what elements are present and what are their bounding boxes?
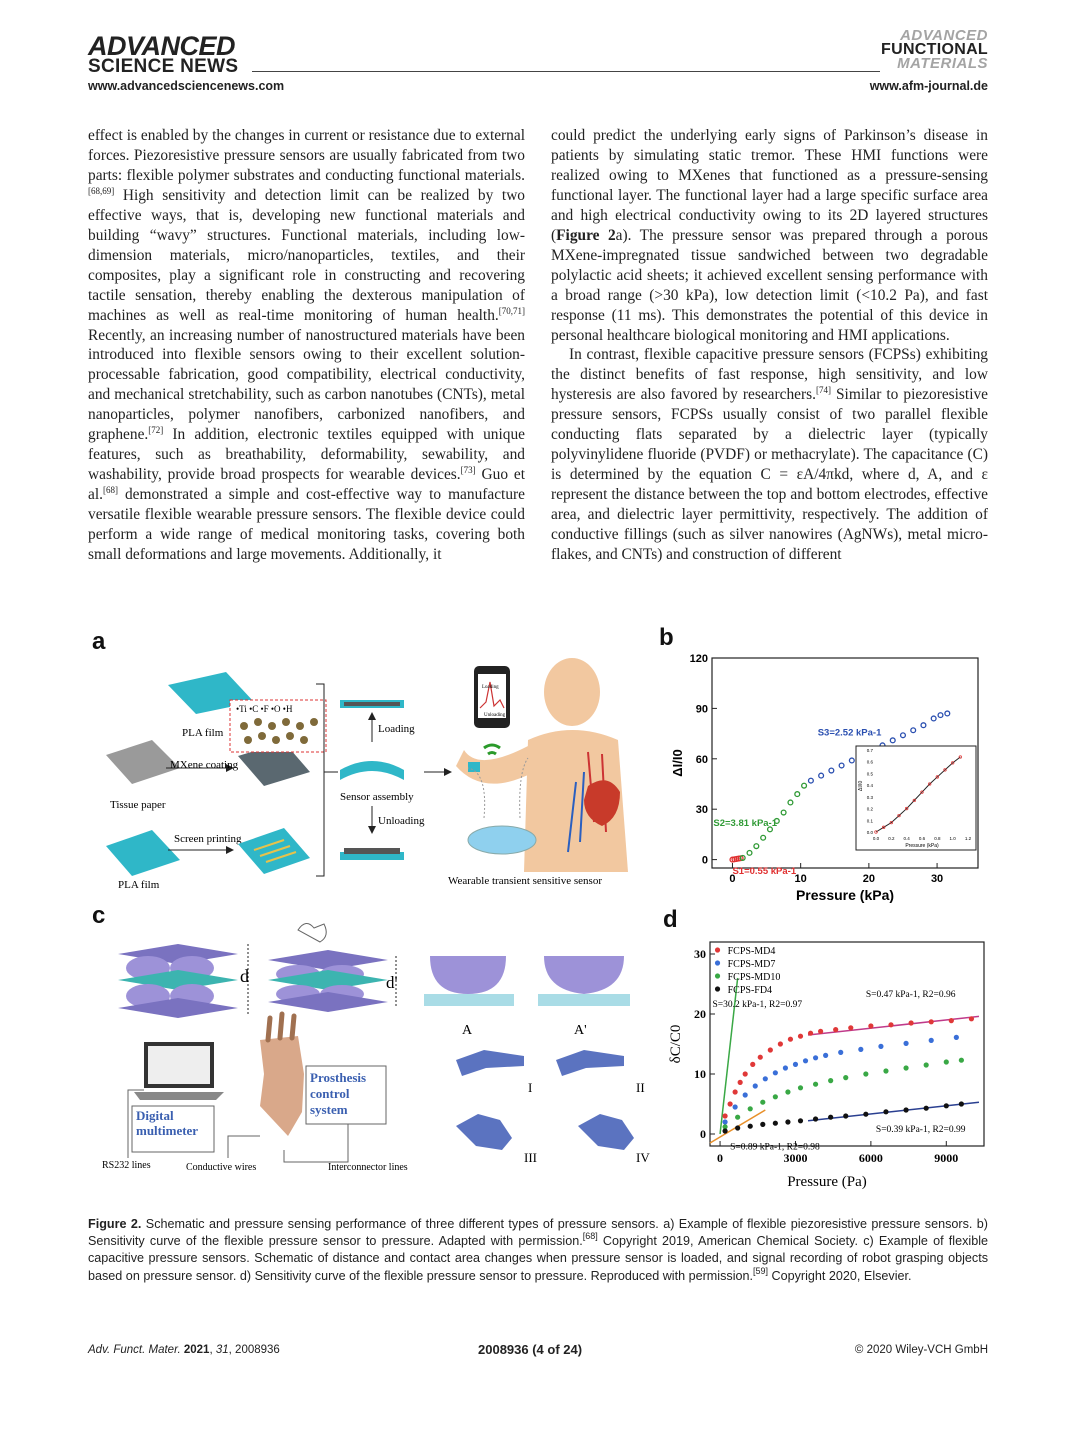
data-point [788,1037,793,1042]
data-point [848,1025,853,1030]
left-paragraph: effect is enabled by the changes in current or resistance due to external forces. Piezoresistive pressure sensors are usually fabricated from two parts: flexible polymer substrates and conducting functional materials.[68,69] High sensitivity and detection limit can be realized by two effective ways, that is, developing new functional materials and building “wavy” structures. Functional materials, including low-dimension materials, micro/nanoparticles, textiles, and their composites, play a significant role in constructing and recovering tactile sensation, thereby enabling the dexterous manipulation of machines as well as real-time monitoring of human health.[70,71] Recently, an increasing number of nanostructured materials have been introduced into flexible sensors owing to their excellent solution-processable fabrication, good compatibility, electrical conductivity, and mechanical stretchability, such as carbon nanotubes (CNTs), metal nanoparticles, polymer nanofibers, carbonized nanofibers, and graphene.[72] In addition, electronic textiles equipped with unique features, such as breathability, deformability, sewability, and washability, provide broad prospects for wearable devices.[73] Guo et al.[68] demonstrated a simple and cost-effective way to manufacture versatile flexible wearable pressure sensors. The flexible device could perform a wide range of medical monitoring tasks, covering both small deformations and large movements. Additionally, it [88,127,525,564]
data-point [813,1055,818,1060]
y-tick-label: 20 [694,1007,706,1021]
x-tick-label: 6000 [858,1151,883,1165]
robot-grasp-sequence [456,1050,634,1150]
screen-printing-label: Screen printing [174,833,242,845]
journal-logo-line-1: ADVANCED [900,27,988,44]
panel-c-schematic [88,910,668,1176]
legend-marker [715,986,720,991]
loading-label: Loading [378,723,415,735]
data-point [903,1041,908,1046]
data-point [954,1035,959,1040]
data-point [921,723,926,728]
data-point [743,1071,748,1076]
data-point [728,1101,733,1106]
data-point [931,716,936,721]
caption-label: Figure 2. [88,1217,142,1231]
tissue-paper [106,740,180,784]
data-point [878,1044,883,1049]
figure-reference[interactable]: Figure 2 [556,226,616,244]
y-tick-label: 0 [700,1127,706,1141]
footer-page-number: 2008936 (4 of 24) [478,1342,583,1357]
data-point [733,1089,738,1094]
data-point [760,1100,765,1105]
data-point [773,1070,778,1075]
data-point [929,1038,934,1043]
data-point [944,1059,949,1064]
data-point [750,1062,755,1067]
wrist-sensor [468,762,480,772]
area-a-prime-label: A' [574,1023,587,1038]
data-point [969,1016,974,1021]
data-point [773,1094,778,1099]
inset-x-tick: 0.8 [934,836,941,841]
sensor-assembly [340,761,404,780]
data-point [938,713,943,718]
publisher-url[interactable]: www.advancedsciencenews.com [88,79,285,93]
inset-y-tick: 0.7 [866,748,873,753]
legend-marker [715,960,720,965]
legend-label: FCPS-MD10 [727,972,781,983]
data-point [803,1058,808,1063]
data-point [738,1080,743,1085]
y-tick-label: 30 [695,804,708,817]
data-point [813,1116,818,1121]
slope-annotation: S=0.89 kPa-1, R2=0.98 [730,1142,820,1153]
digital-multimeter-label: Digital multimeter [136,1108,199,1138]
roman-ii: II [636,1080,645,1095]
data-point [945,711,950,716]
inset-y-tick: 0.0 [866,830,873,835]
data-point [890,738,895,743]
data-point [868,1023,873,1028]
legend-marker [715,947,720,952]
roman-i: I [528,1080,533,1095]
data-point [819,773,824,778]
inset-x-tick: 1.0 [949,836,956,841]
y-axis-label: δC/C0 [668,1024,684,1064]
wearable-sensor-label: Wearable transient sensitive sensor [448,875,602,887]
data-point [768,1047,773,1052]
human-arm [456,746,534,784]
wifi-icon [484,745,500,748]
inset-x-tick: 0.6 [918,836,926,841]
inset-y-label: ΔI/I0 [858,780,864,791]
data-point [808,1031,813,1036]
right-text-column [551,126,988,565]
data-point [863,1071,868,1076]
citation[interactable]: [72] [148,425,164,436]
data-point [795,792,800,797]
pla-film-top-label: PLA film [182,727,224,739]
panel-label-d: d [663,906,678,933]
y-tick-label: 90 [695,703,708,716]
figure-caption: Figure 2. Schematic and pressure sensing performance of three different types of pressure sensors. a) Example of flexible piezoresistive pressure sensors. b) Sensitivity curve of the flexible pressure sensor to pressure. Adapted with permission.[68] Copyright 2019, American Chemical Society. c) Example of flexible capacitive pressure sensors. Schematic of distance and contact area changes when pressure sensor is loaded, and signal recording of robot grasping objects based on pressure sensor. d) Sensitivity curve of the flexible pressure sensor to pressure. Reproduced with permission.[59] Copyright 2020, Elsevier. [88,1217,988,1283]
data-point [753,1083,758,1088]
data-point [901,733,906,738]
panel-label-a: a [92,628,106,655]
data-point [863,1112,868,1117]
legend-label: FCPS-MD4 [727,946,776,957]
inset-x-tick: 0.4 [903,836,910,841]
journal-url[interactable]: www.afm-journal.de [869,79,988,93]
inset-y-tick: 0.2 [866,806,873,812]
data-point [903,1065,908,1070]
data-point [760,1122,765,1127]
inset-y-tick: 0.4 [866,783,873,789]
data-point [747,850,752,855]
citation[interactable]: [59] [753,1265,769,1276]
data-point [823,1053,828,1058]
roman-iv: IV [636,1150,650,1165]
x-axis-label: Pressure (kPa) [795,887,895,903]
x-tick-label: 10 [794,873,807,885]
roman-iii: III [524,1150,537,1165]
x-tick-label: 0 [717,1151,724,1165]
data-point [818,1029,823,1034]
journal-logo-line-3: MATERIALS [897,55,988,72]
inset-y-tick: 0.3 [866,794,873,800]
rs232-label: RS232 lines [102,1160,151,1171]
data-point [763,1076,768,1081]
data-point [761,835,766,840]
unloading-label: Unloading [378,815,425,827]
citation[interactable]: [68] [582,1231,598,1242]
data-point [748,1124,753,1129]
y-tick-label: 0 [701,854,708,867]
x-tick-label: 3000 [783,1151,808,1165]
prosthesis-label: Prosthesis control system [310,1070,367,1117]
data-point [858,1047,863,1052]
data-point [829,768,834,773]
data-point [785,1089,790,1094]
data-point [883,1109,888,1114]
interconnector-label: Interconnector lines [328,1162,408,1173]
x-tick-label: 9000 [934,1151,959,1165]
phone-loading-label: Loading [482,685,499,690]
data-point [773,1121,778,1126]
data-point [754,844,759,849]
data-point [924,1106,929,1111]
x-tick-label: 20 [862,873,875,885]
mxene-coating-label: MXene coating [170,759,239,771]
panel-label-b: b [659,624,674,651]
data-point [798,1085,803,1090]
robotic-hand [260,1036,304,1136]
slope-annotation: S=30.2 kPa-1, R2=0.97 [712,999,803,1010]
citation[interactable]: [73] [460,465,476,476]
slope-annotation: S3=2.52 kPa-1 [817,727,882,739]
data-point [793,1062,798,1067]
slope-annotation: S2=3.81 kPa-1 [713,818,778,829]
area-a-label: A [462,1023,473,1038]
atom-legend: •Ti •C •F •O •H [236,704,293,714]
legend-marker [715,973,720,978]
journal-logo [881,29,988,71]
inset-y-tick: 0.6 [866,759,873,765]
data-point [888,1022,893,1027]
y-tick-label: 60 [695,753,708,766]
data-point [802,783,807,788]
phone-unloading-label: Unloading [484,713,506,718]
citation[interactable]: [68,69] [88,185,115,196]
figure-2 [88,622,990,1207]
data-point [839,763,844,768]
data-point [843,1113,848,1118]
data-point [722,1119,727,1124]
data-point [959,1101,964,1106]
x-tick-label: 30 [930,873,944,885]
data-point [849,758,854,763]
sensor-assembly-label: Sensor assembly [340,791,414,803]
data-point [949,1018,954,1023]
y-axis-label: ΔI/I0 [670,749,685,777]
footer-copyright: © 2020 Wiley-VCH GmbH [854,1344,988,1356]
degradation-dish [468,826,536,854]
slope-annotation: S=0.47 kPa-1, R2=0.96 [865,990,956,1001]
data-point [838,1050,843,1055]
inset-x-label: Pressure (kPa) [905,843,939,849]
tissue-paper-label: Tissue paper [110,799,166,811]
panel-label-c: c [92,902,106,929]
footer-citation: Adv. Funct. Mater. 2021, 31, 2008936 [88,1344,280,1356]
data-point [833,1027,838,1032]
x-tick-label: 0 [729,873,736,885]
citation[interactable]: [70,71] [498,305,525,316]
inset-x-tick: 0.0 [872,836,880,841]
data-point [748,1106,753,1111]
pla-film-bottom [106,830,180,876]
data-point [735,1125,740,1130]
data-point [883,1068,888,1073]
inset-y-tick: 0.5 [866,771,873,777]
data-point [798,1118,803,1123]
inset-x-tick: 0.2 [888,836,895,841]
journal-logo-line-2: FUNCTIONAL [881,41,988,58]
distance-d-label: d [240,966,249,986]
data-point [778,1041,783,1046]
left-text-column [88,126,525,565]
data-point [733,1104,738,1109]
y-tick-label: 10 [694,1067,706,1081]
data-point [828,1115,833,1120]
data-point [735,1115,740,1120]
data-point [828,1078,833,1083]
inset-x-tick: 1.2 [964,836,972,841]
panel-d-chart [668,934,990,1206]
x-axis-label: Pressure (Pa) [787,1174,867,1190]
panel-b-chart [668,650,990,912]
y-tick-label: 120 [689,653,708,665]
legend-label: FCPS-FD4 [727,985,773,996]
citation[interactable]: [68] [102,485,118,496]
conductive-wires-label: Conductive wires [186,1162,257,1173]
data-point [722,1128,727,1133]
header-rule [252,71,880,72]
inset-y-tick: 0.1 [866,818,873,824]
fit-line-fd4-high [808,1102,979,1121]
data-point [808,778,813,783]
slope-annotation: S1=0.55 kPa-1 [732,865,797,877]
data-point [785,1119,790,1124]
brand-line-1: ADVANCED [88,31,236,61]
data-point [903,1107,908,1112]
finger-icon [298,923,326,942]
panel-a-schematic [88,622,668,902]
citation[interactable]: [74] [815,385,831,396]
data-point [924,1062,929,1067]
right-paragraph-2: In contrast, flexible capacitive pressure sensors (FCPSs) exhibiting the distinct benefits of fast response, high sensitivity, and low hysteresis are also favored by researchers.[74] Similar to piezoresistive pressure sensors, FCPSs usually consist of two parallel flexible conducting flats separated by a dielectric layer (typically polyvinylidene fluoride (PVDF) or methacrylate). The capacitance (C) is determined by the equation C = εA/4πkd, where d, A, and ε represent the distance between the top and bottom electrodes, effective area, and dielectric layer permittivity, respectively. The addition of conductive fillings (such as silver nanowires (AgNWs), metal micro-flakes, and CNTs) and construction of different [551,346,988,564]
data-point [798,1034,803,1039]
data-point [813,1082,818,1087]
human-head [544,658,600,726]
data-point [722,1113,727,1118]
data-point [743,1092,748,1097]
data-point [909,1020,914,1025]
data-point [781,810,786,815]
right-paragraph-1: could predict the underlying early signs of Parkinson’s disease in patients by simulating static tremor. These HMI functions were realized owing to MXenes that functioned as a pressure-sensing functional layer. The functional layer had a large specific surface area and high electrical conductivity owing to its 2D layered structures (Figure 2a). The pressure sensor was prepared through a porous MXene-impregnated tissue sandwiched between two degradable polylactic acid sheets; it achieved excellent sensing performance with a broad range (>30 kPa), low detection limit (<10.2 Pa), and fast response (11 ms). This demonstrates the potential of this device in personal healthcare biological monitoring and HMI applications. [551,127,989,344]
data-point [788,800,793,805]
brand-line-2: SCIENCE NEWS [88,56,239,77]
contact-dome-a [430,956,506,994]
data-point [843,1075,848,1080]
slope-annotation: S=0.39 kPa-1, R2=0.99 [875,1125,966,1136]
data-point [929,1019,934,1024]
contact-dome-a-prime [544,956,624,994]
legend-label: FCPS-MD7 [727,959,776,970]
pla-film-bottom-label: PLA film [118,879,160,891]
publisher-logo [88,31,239,77]
y-tick-label: 30 [694,947,706,961]
data-point [959,1058,964,1063]
data-point [758,1055,763,1060]
distance-d-prime-label: d' [386,973,398,992]
data-point [911,728,916,733]
data-point [783,1065,788,1070]
data-point [944,1103,949,1108]
